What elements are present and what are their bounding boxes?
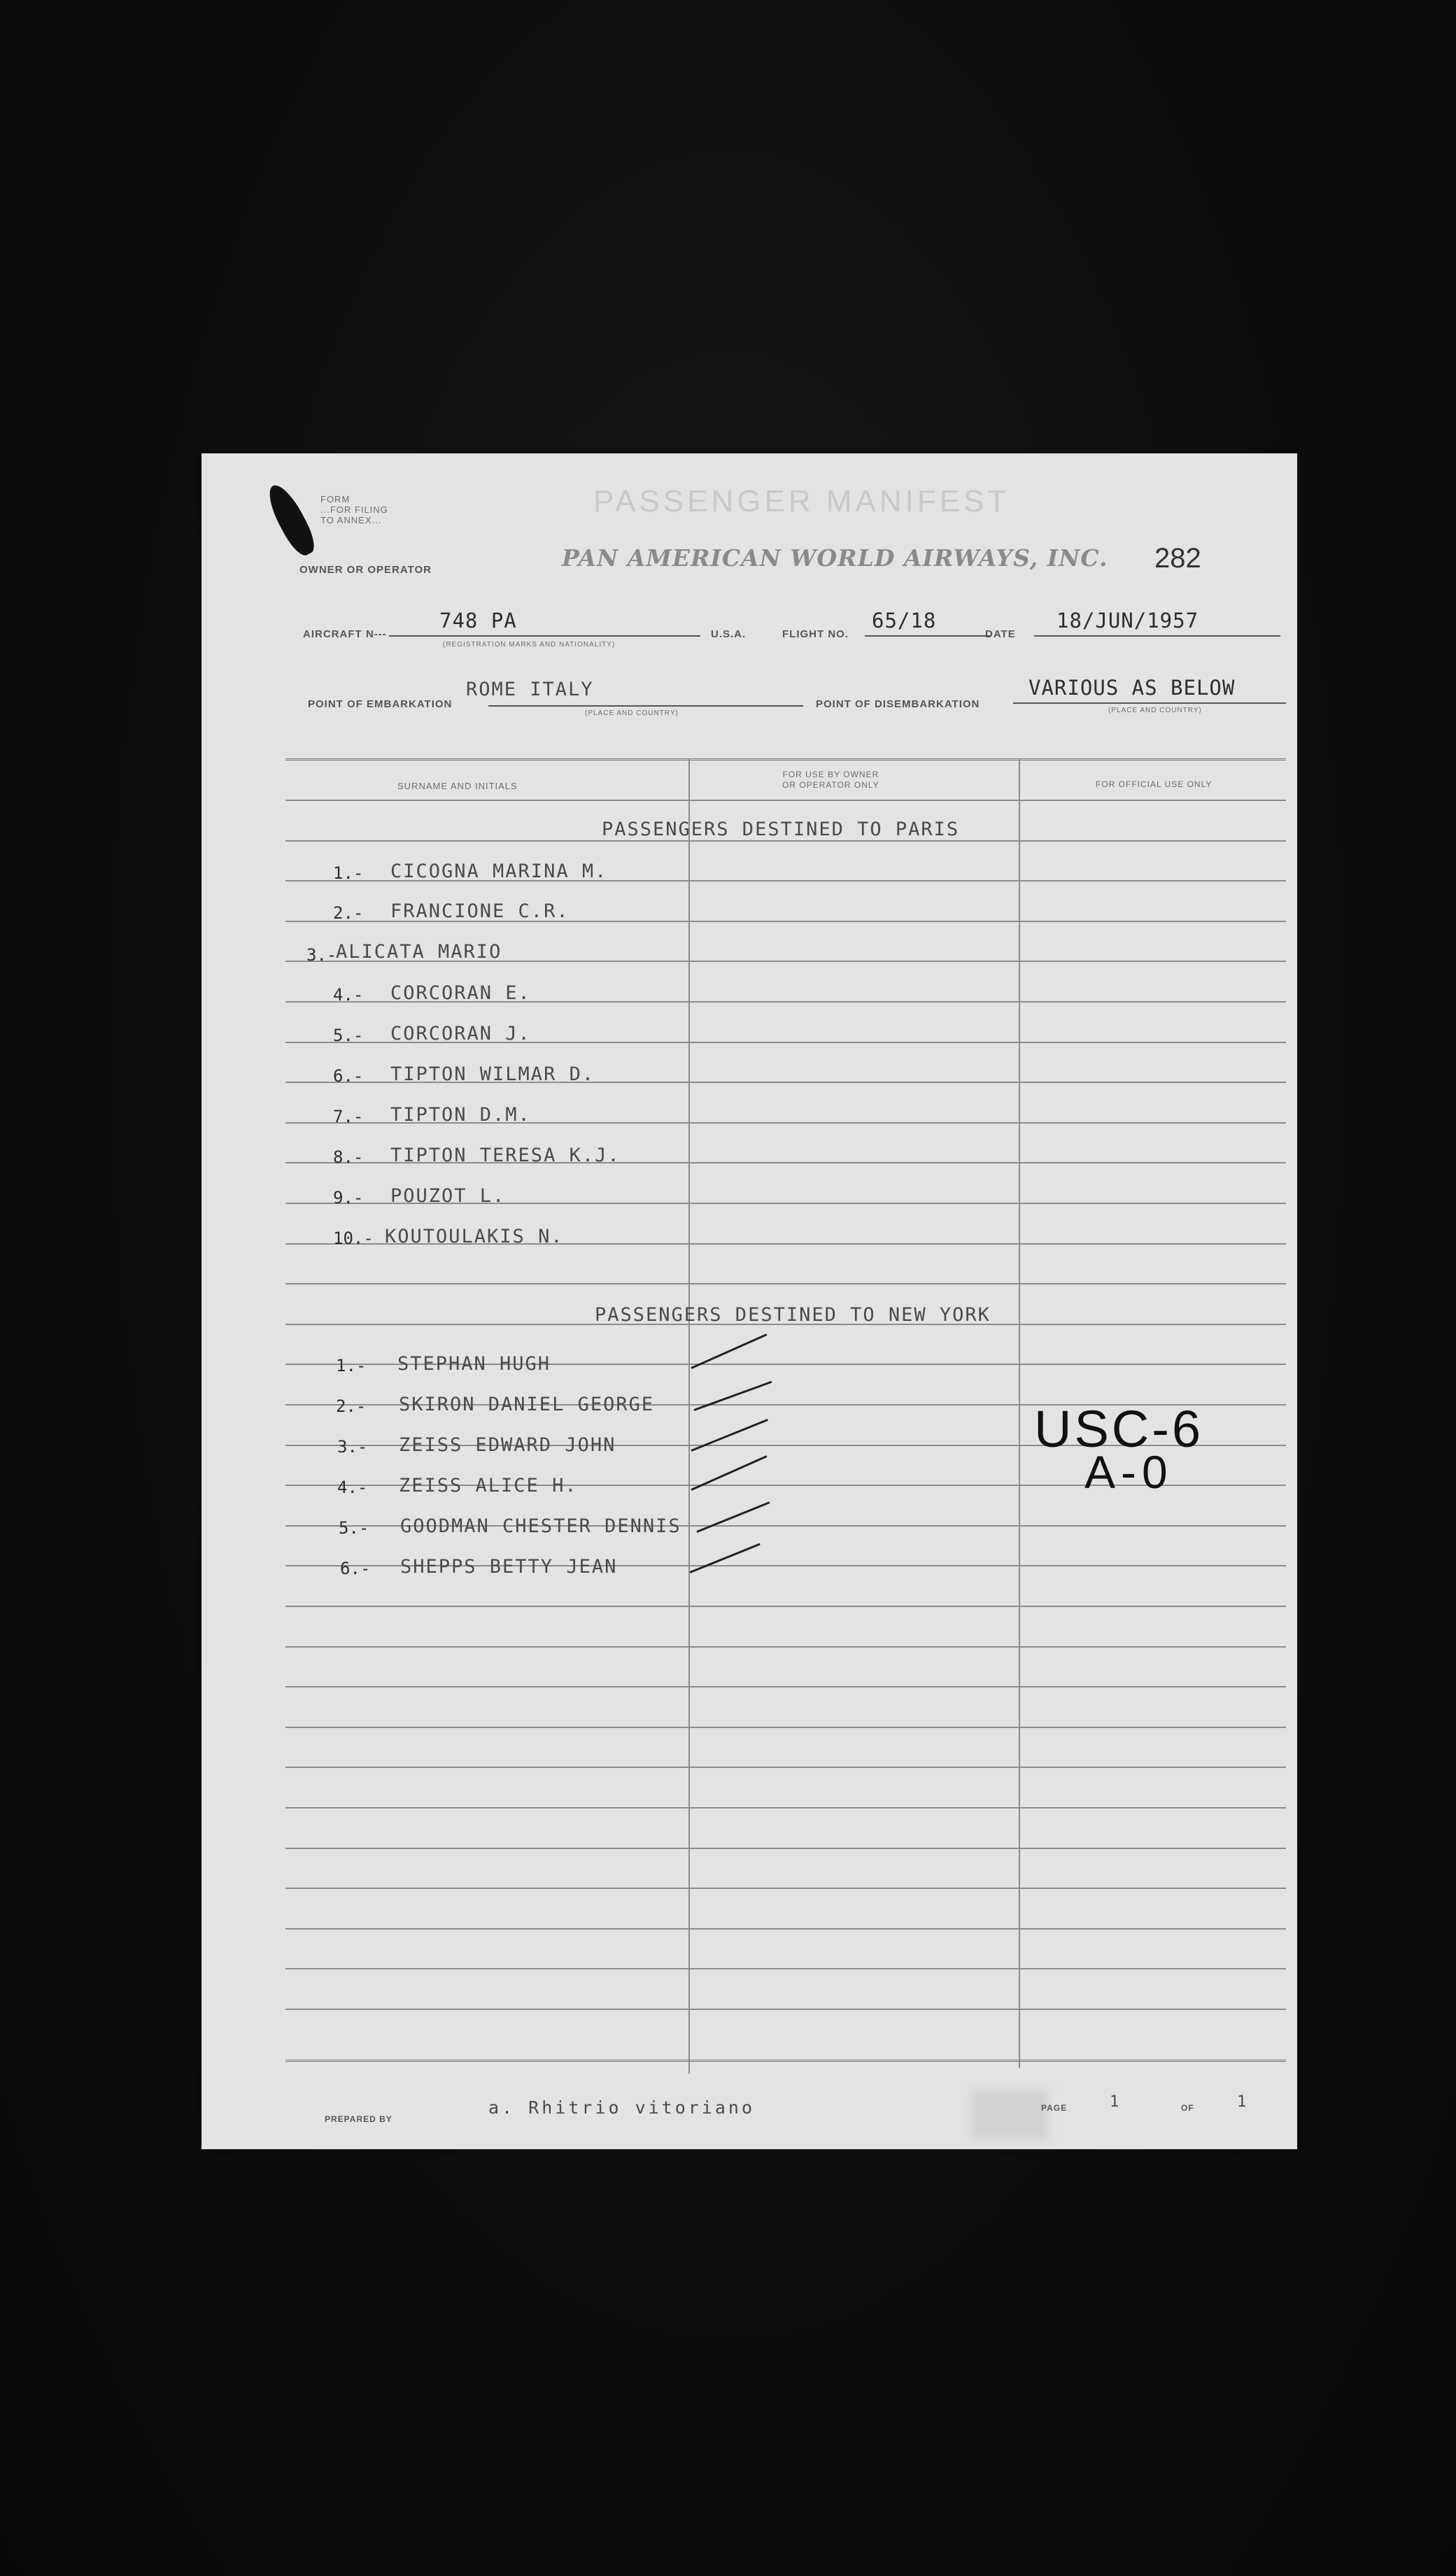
ruled-line bbox=[285, 1283, 1286, 1285]
passenger-name: FRANCIONE C.R. bbox=[390, 900, 570, 922]
passenger-name: TIPTON D.M. bbox=[390, 1104, 531, 1126]
date-underline bbox=[1034, 635, 1280, 637]
ruled-line bbox=[285, 1848, 1286, 1849]
row-number: 1.- bbox=[336, 1356, 367, 1375]
disembarkation-underline bbox=[1013, 702, 1286, 704]
form-corner-text bbox=[320, 494, 388, 525]
page-label: PAGE bbox=[1041, 2103, 1068, 2113]
row-number: 8.- bbox=[333, 1147, 364, 1167]
passenger-name: CORCORAN J. bbox=[390, 1023, 531, 1045]
date-label: DATE bbox=[985, 628, 1016, 640]
aircraft-value: 748 PA bbox=[439, 609, 517, 632]
of-value: 1 bbox=[1237, 2093, 1248, 2111]
passenger-name: POUZOT L. bbox=[390, 1185, 506, 1207]
column-divider-1 bbox=[688, 758, 690, 2074]
ruled-line bbox=[285, 1888, 1286, 1889]
ruled-line bbox=[285, 1606, 1286, 1607]
column-header-owner-use bbox=[782, 770, 879, 791]
official-notation-line2: A-0 bbox=[1084, 1446, 1173, 1498]
ruled-line bbox=[285, 1686, 1286, 1687]
ruled-line bbox=[285, 800, 1286, 801]
embarkation-label: POINT OF EMBARKATION bbox=[308, 698, 453, 710]
punch-hole-mark bbox=[262, 480, 320, 560]
row-number: 5.- bbox=[333, 1026, 364, 1045]
passenger-name: SHEPPS BETTY JEAN bbox=[400, 1556, 618, 1578]
passenger-name: ZEISS ALICE H. bbox=[399, 1475, 578, 1496]
passenger-name: TIPTON WILMAR D. bbox=[390, 1063, 595, 1085]
check-mark bbox=[691, 1419, 768, 1452]
check-mark bbox=[696, 1501, 770, 1533]
disembarkation-sublabel: (PLACE AND COUNTRY) bbox=[1108, 707, 1202, 714]
page-number: 282 bbox=[1154, 543, 1201, 574]
of-label: OF bbox=[1181, 2103, 1194, 2113]
corner-text-line: ...FOR FILING bbox=[320, 504, 388, 515]
row-number: 2.- bbox=[333, 903, 364, 923]
check-mark bbox=[693, 1381, 772, 1411]
aircraft-sublabel: (REGISTRATION MARKS AND NATIONALITY) bbox=[443, 641, 616, 649]
disembarkation-label: POINT OF DISEMBARKATION bbox=[816, 698, 980, 710]
stamp-smudge bbox=[971, 2090, 1048, 2139]
column-header-owner-line1: FOR USE BY OWNER bbox=[782, 770, 879, 779]
passenger-name: ALICATA MARIO bbox=[336, 941, 502, 963]
prepared-by-label: PREPARED BY bbox=[325, 2114, 393, 2124]
check-mark bbox=[689, 1543, 760, 1573]
corner-text-line: TO ANNEX... bbox=[320, 515, 382, 525]
form-title: PASSENGER MANIFEST bbox=[593, 484, 1010, 518]
embarkation-value: ROME ITALY bbox=[466, 679, 594, 700]
ruled-line bbox=[285, 1807, 1286, 1809]
disembarkation-value: VARIOUS AS BELOW bbox=[1029, 676, 1236, 700]
ruled-line bbox=[285, 1646, 1286, 1648]
footer-rule bbox=[285, 2060, 1286, 2062]
row-number: 7.- bbox=[333, 1107, 364, 1126]
row-number: 6.- bbox=[340, 1559, 371, 1578]
corner-text-line: FORM bbox=[320, 494, 351, 504]
passenger-name: STEPHAN HUGH bbox=[397, 1353, 551, 1375]
ruled-line bbox=[285, 1767, 1286, 1768]
row-number: 2.- bbox=[336, 1396, 367, 1416]
row-number: 6.- bbox=[333, 1066, 364, 1086]
row-number: 4.- bbox=[333, 985, 364, 1005]
row-number: 1.- bbox=[333, 863, 364, 883]
ruled-line bbox=[285, 1928, 1286, 1930]
column-header-owner-line2: OR OPERATOR ONLY bbox=[782, 780, 879, 790]
flight-underline bbox=[865, 635, 991, 637]
row-number: 9.- bbox=[333, 1188, 364, 1208]
usa-label: U.S.A. bbox=[711, 628, 747, 640]
official-notation-line1: USC-6 bbox=[1034, 1400, 1204, 1458]
aircraft-label: AIRCRAFT N--- bbox=[303, 628, 387, 640]
passenger-name: CORCORAN E. bbox=[390, 982, 531, 1004]
passenger-name: GOODMAN CHESTER DENNIS bbox=[400, 1515, 681, 1537]
row-number: 10.- bbox=[333, 1229, 374, 1248]
flight-value: 65/18 bbox=[872, 609, 937, 632]
flight-label: FLIGHT NO. bbox=[782, 628, 849, 640]
embarkation-underline bbox=[488, 705, 803, 707]
ruled-line bbox=[285, 840, 1286, 842]
header-rule bbox=[285, 758, 1286, 760]
embarkation-sublabel: (PLACE AND COUNTRY) bbox=[585, 709, 679, 717]
passenger-name: SKIRON DANIEL GEORGE bbox=[399, 1394, 655, 1415]
passenger-name: KOUTOULAKIS N. bbox=[385, 1226, 564, 1247]
row-number: 3.- bbox=[306, 945, 337, 965]
ruled-line bbox=[285, 1727, 1286, 1728]
passenger-name: CICOGNA MARINA M. bbox=[390, 861, 608, 882]
passenger-name: TIPTON TERESA K.J. bbox=[390, 1145, 621, 1166]
prepared-by-value: a. Rhitrio vitoriano bbox=[488, 2097, 756, 2118]
passenger-name: ZEISS EDWARD JOHN bbox=[399, 1434, 616, 1456]
ruled-line bbox=[285, 2009, 1286, 2010]
column-header-surname: SURNAME AND INITIALS bbox=[397, 781, 518, 791]
row-number: 3.- bbox=[337, 1437, 368, 1457]
row-number: 5.- bbox=[339, 1518, 369, 1538]
date-value: 18/JUN/1957 bbox=[1056, 609, 1199, 632]
group-heading-new-york: PASSENGERS DESTINED TO NEW YORK bbox=[595, 1304, 991, 1326]
manifest-page bbox=[202, 453, 1297, 2149]
ruled-line bbox=[285, 1968, 1286, 1969]
row-number: 4.- bbox=[337, 1478, 368, 1497]
column-divider-2 bbox=[1019, 758, 1020, 2068]
page-value: 1 bbox=[1110, 2093, 1121, 2111]
aircraft-underline bbox=[389, 635, 700, 637]
owner-label: OWNER OR OPERATOR bbox=[299, 564, 432, 576]
group-heading-paris: PASSENGERS DESTINED TO PARIS bbox=[602, 819, 960, 840]
owner-value: PAN AMERICAN WORLD AIRWAYS, INC. bbox=[562, 544, 1108, 572]
column-header-official-use: FOR OFFICIAL USE ONLY bbox=[1096, 779, 1213, 789]
